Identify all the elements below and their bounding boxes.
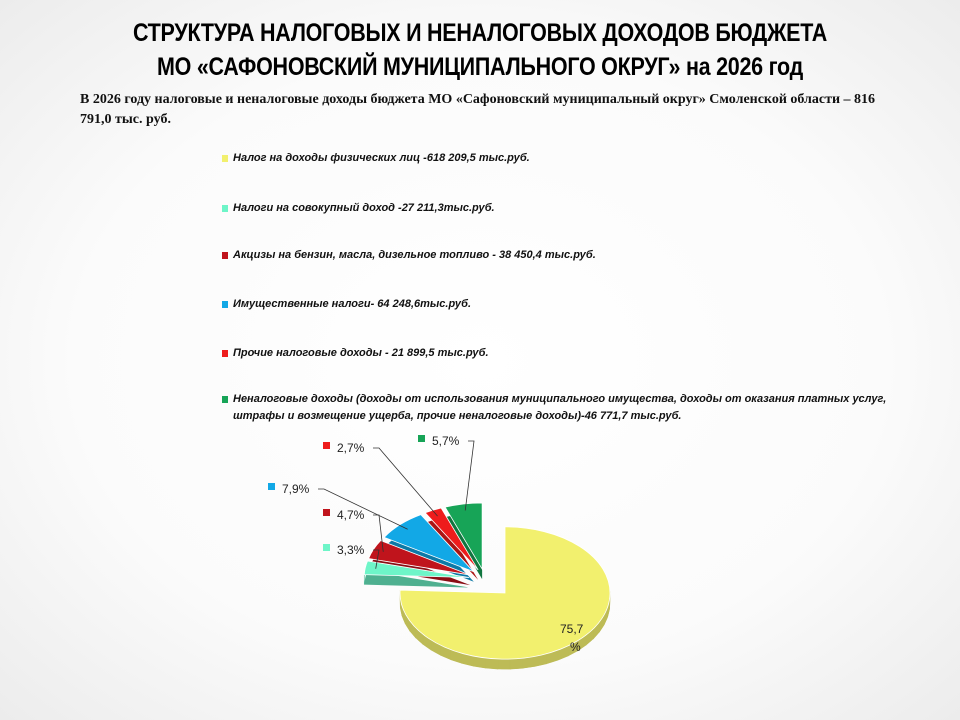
data-label: 3,3% bbox=[337, 543, 365, 557]
leader-line bbox=[465, 441, 474, 511]
data-label: 7,9% bbox=[282, 482, 310, 496]
chart-title-line-2: МО «САФОНОВСКИЙ МУНИЦИПАЛЬНОГО ОКРУГ» на 2026 год bbox=[157, 53, 803, 81]
leader-line bbox=[373, 448, 438, 516]
data-label: 75,7 % bbox=[560, 622, 584, 654]
pie-slice-rim bbox=[485, 658, 497, 669]
pie-slice-rim bbox=[498, 659, 510, 669]
data-label-marker bbox=[546, 623, 553, 630]
data-label-marker bbox=[323, 442, 330, 449]
legend-label: Неналоговые доходы (доходы от использования муниципального имущества, доходы от оказания платных услуг, штрафы и возмещение ущерба, прочие неналоговые доходы)-46 771,7 тыс.руб. bbox=[233, 393, 887, 422]
data-label: 5,7% bbox=[432, 434, 460, 448]
legend-label: Прочие налоговые доходы - 21 899,5 тыс.руб. bbox=[233, 347, 489, 359]
data-label-marker bbox=[323, 509, 330, 516]
chart-subtitle: В 2026 году налоговые и неналоговые доходы бюджета МО «Сафоновский муниципальный округ» Смоленской области – 816 791,0 тыс. руб. bbox=[80, 92, 876, 127]
pie-slice-rim bbox=[510, 658, 522, 669]
data-label: 2,7% bbox=[337, 441, 365, 455]
chart-title-line-1: СТРУКТУРА НАЛОГОВЫХ И НЕНАЛОГОВЫХ ДОХОДОВ БЮДЖЕТА bbox=[132, 19, 828, 47]
legend-label: Налоги на совокупный доход -27 211,3тыс.руб. bbox=[233, 202, 495, 214]
data-label-marker bbox=[268, 483, 275, 490]
data-label-marker bbox=[323, 544, 330, 551]
legend-label: Имущественные налоги- 64 248,6тыс.руб. bbox=[233, 298, 472, 310]
data-label-marker bbox=[418, 435, 425, 442]
data-label: 4,7% bbox=[337, 508, 365, 522]
legend-label: Акцизы на бензин, масла, дизельное топливо - 38 450,4 тыс.руб. bbox=[233, 249, 596, 261]
legend-label: Налог на доходы физических лиц -618 209,5 тыс.руб. bbox=[233, 152, 530, 164]
